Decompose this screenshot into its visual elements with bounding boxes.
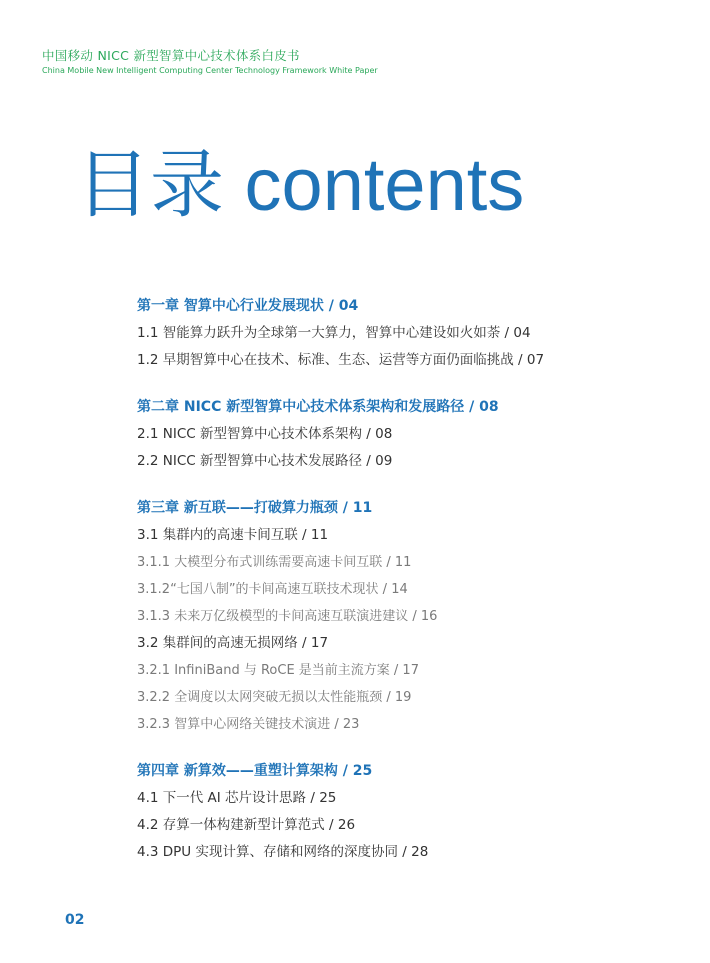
toc-chapter (137, 495, 677, 738)
toc-entry-list (137, 522, 677, 738)
toc-section-item[interactable]: 3.2 集群间的高速无损网络 / 17 (137, 635, 329, 651)
toc-chapter-title[interactable]: 第二章 NICC 新型智算中心技术体系架构和发展路径 / 08 (137, 399, 499, 415)
toc-section-item[interactable]: 1.1 智能算力跃升为全球第一大算力，智算中心建设如火如荼 / 04 (137, 325, 531, 341)
header-title-cn: 中国移动 NICC 新型智算中心技术体系白皮书 (42, 48, 300, 63)
toc-subsection-item[interactable]: 3.2.2 全调度以太网突破无损以太性能瓶颈 / 19 (137, 690, 412, 705)
toc-subsection-item[interactable]: 3.2.3 智算中心网络关键技术演进 / 23 (137, 717, 360, 732)
toc-section-item[interactable]: 4.2 存算一体构建新型计算范式 / 26 (137, 817, 356, 833)
toc-chapter-title[interactable]: 第三章 新互联——打破算力瓶颈 / 11 (137, 500, 373, 516)
toc-section-item[interactable]: 1.2 早期智算中心在技术、标准、生态、运营等方面仍面临挑战 / 07 (137, 352, 545, 368)
running-header (42, 48, 378, 76)
toc-subsection-item[interactable]: 3.1.1 大模型分布式训练需要高速卡间互联 / 11 (137, 555, 412, 570)
toc-section-item[interactable]: 4.1 下一代 AI 芯片设计思路 / 25 (137, 790, 337, 806)
toc-chapter (137, 293, 677, 374)
page-number: 02 (65, 912, 85, 928)
toc-section-item[interactable]: 2.1 NICC 新型智算中心技术体系架构 / 08 (137, 426, 393, 442)
page-title: 目录 contents (76, 143, 525, 226)
toc-subsection-item[interactable]: 3.1.2“七国八制”的卡间高速互联技术现状 / 14 (137, 582, 408, 597)
toc-section-item[interactable]: 2.2 NICC 新型智算中心技术发展路径 / 09 (137, 453, 393, 469)
toc-section-item[interactable]: 3.1 集群内的高速卡间互联 / 11 (137, 527, 329, 543)
toc-subsection-item[interactable]: 3.2.1 InfiniBand 与 RoCE 是当前主流方案 / 17 (137, 663, 419, 678)
toc-entry-list (137, 785, 677, 866)
toc-subsection-item[interactable]: 3.1.3 未来万亿级模型的卡间高速互联演进建议 / 16 (137, 609, 438, 624)
toc-chapter (137, 758, 677, 866)
toc-entry-list (137, 320, 677, 374)
toc-chapter (137, 394, 677, 475)
header-title-en: China Mobile New Intelligent Computing Center Technology Framework White Paper (42, 66, 378, 75)
toc-chapter-title[interactable]: 第一章 智算中心行业发展现状 / 04 (137, 298, 359, 314)
toc-chapter-title[interactable]: 第四章 新算效——重塑计算架构 / 25 (137, 763, 373, 779)
table-of-contents (137, 293, 677, 886)
toc-entry-list (137, 421, 677, 475)
toc-section-item[interactable]: 4.3 DPU 实现计算、存储和网络的深度协同 / 28 (137, 844, 429, 860)
